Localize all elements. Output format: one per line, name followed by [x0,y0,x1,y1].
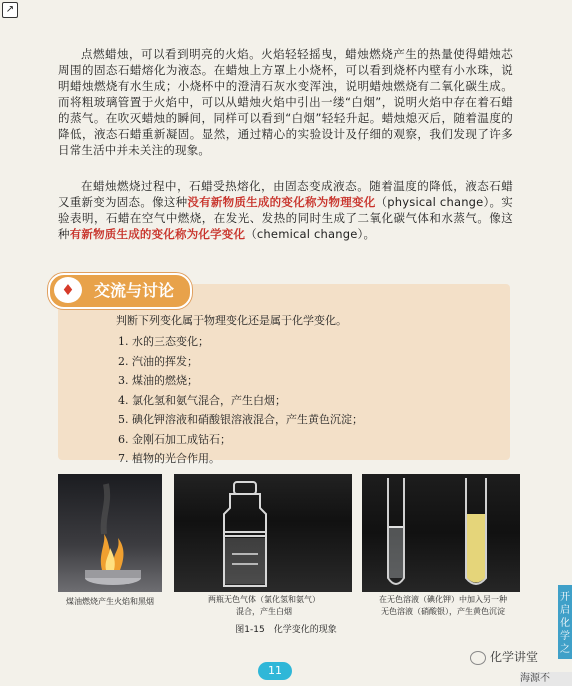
corner-arrow-icon[interactable]: ↗ [2,2,18,18]
photo-test-tubes [362,474,520,592]
text-run: 在蜡烛燃烧过程中，石蜡受热熔化，由固态变成液态。随着温度的降低，液态石蜡又重新变为固态。像这种 [58,179,513,209]
list-item: 3. 煤油的燃烧； [118,374,198,387]
caption-1: 煤油燃烧产生火焰和黑烟 [66,597,154,606]
discussion-list [118,332,363,469]
page-number: 11 [258,662,292,680]
discussion-intro: 判断下列变化属于物理变化还是属于化学变化。 [116,314,347,327]
photo-kerosene-flame [58,474,162,592]
bottom-strip: 海源不 [520,672,572,686]
paragraph-1 [58,46,513,158]
list-item: 7. 植物的光合作用。 [118,452,220,465]
photo-gas-bottles [174,474,352,592]
list-item: 5. 碘化钾溶液和硝酸银溶液混合，产生黄色沉淀； [118,413,363,426]
chapter-side-tab: 开 启 化 学 之 [558,585,572,659]
caption-2b: 混合，产生白烟 [236,607,292,616]
discussion-title: 交流与讨论 [94,281,175,300]
list-item: 6. 金刚石加工成钻石； [118,432,231,446]
watermark-text: 化学讲堂 [490,650,539,664]
discussion-icon: ♦ [54,277,82,303]
list-item: 4. 氯化氢和氨气混合，产生白烟； [118,393,286,407]
list-item: 2. 汽油的挥发； [118,354,198,368]
text-run: 点燃蜡烛，可以看到明亮的火焰。火焰轻轻摇曳，蜡烛燃烧产生的热量使得蜡烛芯周围的固态石蜡熔化为液态。在蜡烛上方罩上小烧杯，可以看到烧杯内壁有小水珠，说明蜡烛燃烧有水生成；小烧杯中的澄清石灰水变浑浊，说明蜡烛燃烧有二氧化碳生成。而将粗玻璃管置于火焰中，可以从蜡烛火焰中引出一缕“白烟”，说明火焰中存在着石蜡的蒸气。在吹灭蜡烛的瞬间，同样可以看到“白烟”轻轻升起。蜡烛熄灭后，随着温度的降低，液态石蜡重新凝固。显然，通过精心的实验设计及仔细的观察，我们发现了许多日常生活中并未关注的现象。 [58,47,513,157]
text-run: （physical change）。实验表明，石蜡在空气中燃烧，在发光、发热的同时生成了二氧化碳气体和水蒸气。像这种 [58,195,513,241]
highlight-term: 有新物质生成的变化称为化学变化 [69,227,246,241]
list-item: 1. 水的三态变化； [118,335,209,348]
caption-3b: 无色溶液（硝酸银），产生黄色沉淀 [381,607,505,616]
highlight-term: 没有新物质生成的变化称为物理变化 [187,195,376,209]
wechat-icon [470,651,486,665]
figure-title: 图1-15 化学变化的现象 [235,625,337,635]
text-run: （chemical change）。 [245,227,376,241]
watermark [470,648,538,665]
paragraph-2 [58,178,513,242]
discussion-tag [48,273,192,309]
caption-3a: 在无色溶液（碘化钾）中加入另一种 [379,595,507,604]
caption-2a: 两瓶无色气体（氯化氢和氨气） [208,595,320,604]
